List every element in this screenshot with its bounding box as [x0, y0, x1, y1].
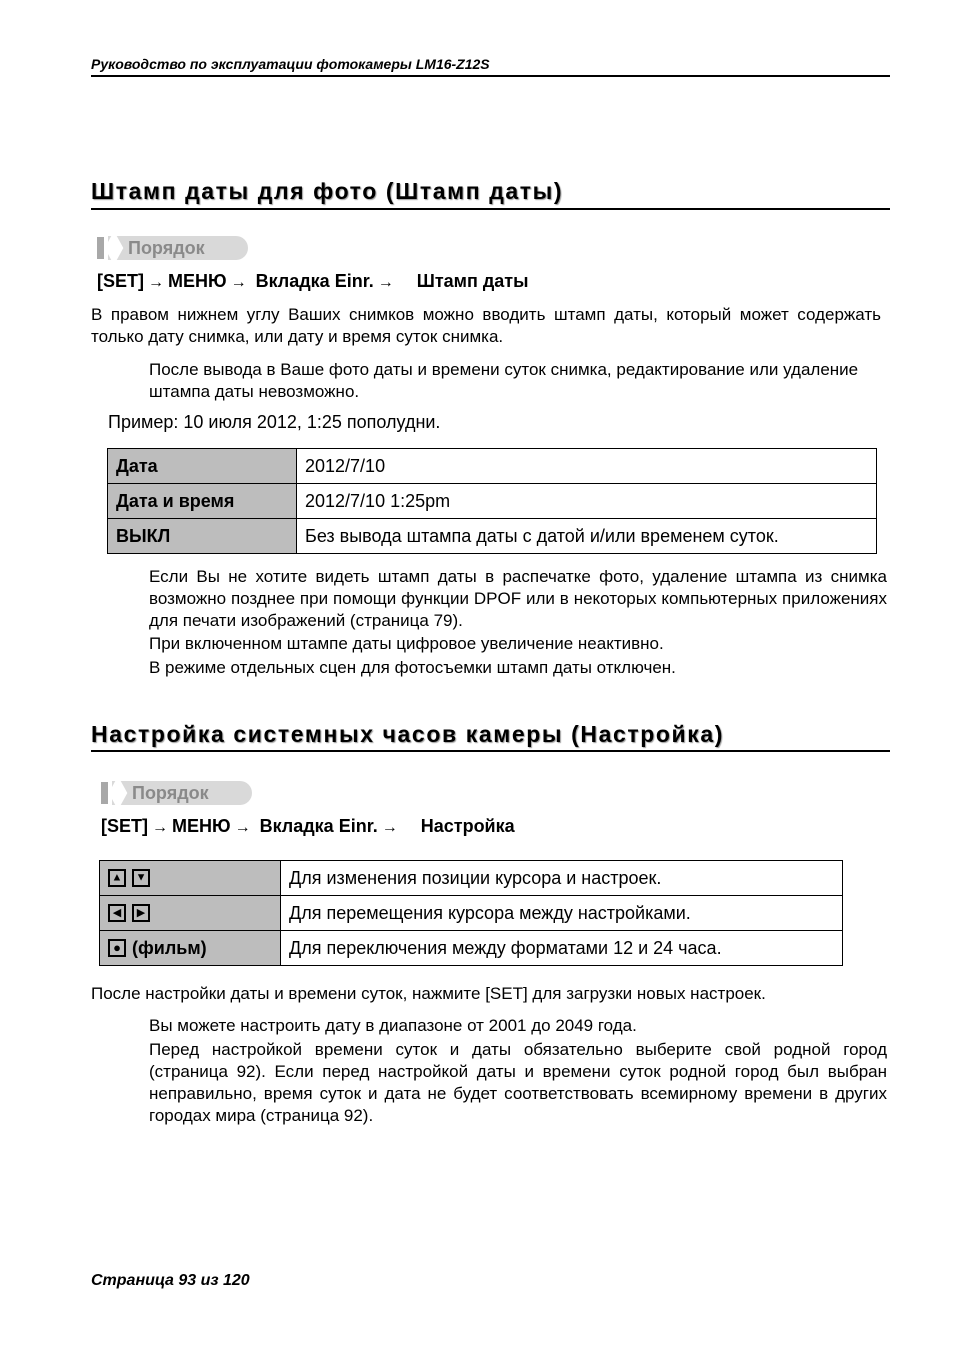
section1-note4: В режиме отдельных сцен для фотосъемки штамп даты отключен.	[149, 658, 676, 677]
arrow-right-icon: →	[148, 274, 164, 291]
section1-title: Штамп даты для фото (Штамп даты)	[91, 178, 564, 204]
table-key	[100, 861, 281, 896]
path-set: [SET]	[101, 816, 148, 836]
badge-label: Порядок	[128, 238, 205, 258]
record-dot-icon: ●	[108, 939, 126, 957]
date-stamp-table	[107, 448, 877, 554]
section1-intro: В правом нижнем углу Ваших снимков можно вводить штамп даты, который может содержать только дату снимка, или дату и время суток снимка.	[91, 305, 881, 346]
table-key	[100, 896, 281, 931]
chevron-right-icon	[108, 236, 123, 260]
path-set: [SET]	[97, 271, 144, 291]
section1-title-rule	[91, 208, 890, 210]
section2-note2: Перед настройкой времени суток и даты обязательно выберите свой родной город (страница 92). Если перед настройкой даты и времени суток родной город был выбран неправильно, время суток и дата не будет соответствовать всемирному времени в других городах мира (страница 92).	[149, 1040, 887, 1125]
path-menu: МЕНЮ	[168, 271, 227, 291]
path-tab: Вкладка Einr.	[259, 816, 378, 836]
left-triangle-icon: ◀	[108, 904, 126, 922]
table-row	[108, 449, 877, 484]
section1-note2: Если Вы не хотите видеть штамп даты в распечатке фото, удаление штампа из снимка возможно позднее при помощи функции DPOF или в некоторых компьютерных приложениях для печати изображений (страница 79).	[149, 567, 887, 630]
table-value: Для изменения позиции курсора и настроек.	[281, 861, 843, 896]
running-header: Руководство по эксплуатации фотокамеры LM16-Z12S	[91, 56, 490, 72]
table-value: Для перемещения курсора между настройками.	[281, 896, 843, 931]
path-target: Штамп даты	[416, 271, 529, 291]
arrow-right-icon: →	[230, 274, 247, 291]
table-row	[100, 931, 843, 966]
table-key	[100, 931, 281, 966]
section1-note1: После вывода в Ваше фото даты и времени суток снимка, редактирование или удаление штампа даты невозможно.	[149, 360, 859, 401]
section2-note1: Вы можете настроить дату в диапазоне от 2001 до 2049 года.	[149, 1016, 637, 1035]
arrow-right-icon: →	[152, 819, 168, 836]
badge-pill	[112, 781, 252, 805]
table-value: Без вывода штампа даты с датой и/или временем суток.	[297, 519, 877, 554]
path-menu: МЕНЮ	[172, 816, 231, 836]
table-key: Дата и время	[108, 484, 297, 519]
table-value: 2012/7/10	[297, 449, 877, 484]
table-value: Для переключения между форматами 12 и 24 часа.	[281, 931, 843, 966]
arrow-right-icon: →	[234, 819, 251, 836]
table-row	[100, 896, 843, 931]
section2-title-rule	[91, 750, 890, 752]
chevron-right-icon	[112, 781, 127, 805]
section2-title: Настройка системных часов камеры (Настройка)	[91, 721, 725, 747]
section1-example: Пример: 10 июля 2012, 1:25 пополудни.	[108, 412, 441, 432]
badge-bar	[101, 782, 108, 804]
arrow-right-icon: →	[377, 274, 394, 291]
table-row	[108, 484, 877, 519]
page-number: Страница 93 из 120	[91, 1272, 250, 1289]
badge-bar	[97, 237, 104, 259]
down-triangle-icon: ▼	[132, 869, 150, 887]
path-tab: Вкладка Einr.	[255, 271, 374, 291]
section1-menu-path	[97, 271, 528, 292]
header-rule	[91, 75, 890, 77]
movie-key-label: (фильм)	[132, 937, 207, 958]
path-target: Настройка	[420, 816, 515, 836]
table-row	[108, 519, 877, 554]
section1-note3: При включенном штампе даты цифровое увеличение неактивно.	[149, 634, 664, 653]
clock-controls-table	[99, 860, 843, 966]
table-row	[100, 861, 843, 896]
section2-after: После настройки даты и времени суток, нажмите [SET] для загрузки новых настроек.	[91, 984, 766, 1003]
table-key: Дата	[108, 449, 297, 484]
badge-pill	[108, 236, 248, 260]
table-value: 2012/7/10 1:25pm	[297, 484, 877, 519]
table-key: ВЫКЛ	[108, 519, 297, 554]
badge-label: Порядок	[132, 783, 209, 803]
section2-menu-path	[101, 816, 515, 837]
right-triangle-icon: ▶	[132, 904, 150, 922]
arrow-right-icon: →	[381, 819, 398, 836]
up-triangle-icon: ▲	[108, 869, 126, 887]
